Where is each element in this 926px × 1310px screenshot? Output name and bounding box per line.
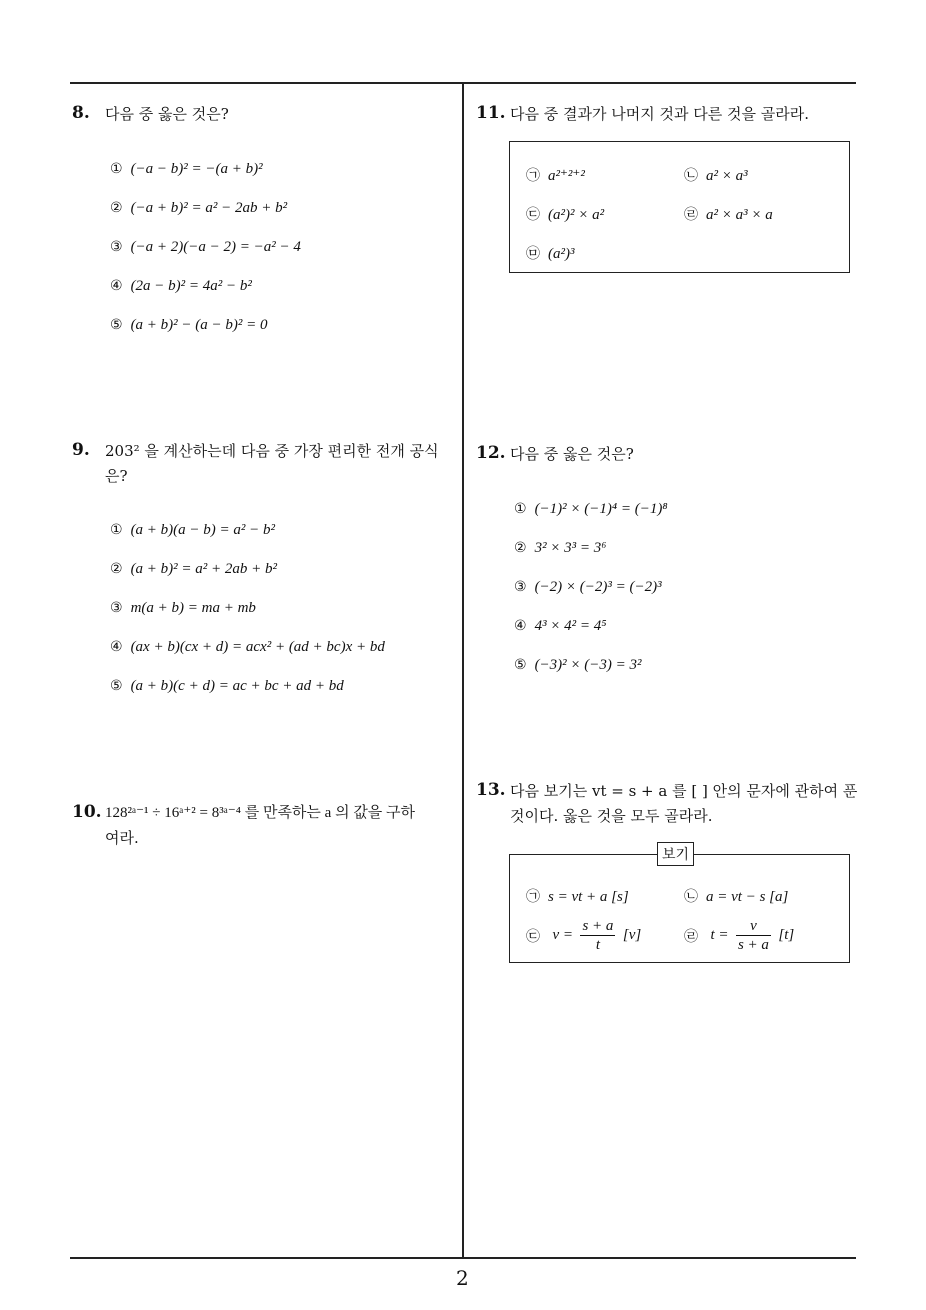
choice-2[interactable]	[110, 200, 287, 217]
option-expression: (a²)² × a²	[548, 207, 605, 223]
option-mark: ㉢	[526, 207, 540, 223]
choice-mark: ⑤	[514, 657, 527, 673]
option-mark: ㉠	[526, 889, 540, 905]
question-text-line-1: 다음 보기는 vt = s + a 를 [ ] 안의 문자에 관하여 푼	[510, 782, 858, 800]
option-mark: ㉢	[526, 928, 540, 945]
choice-3[interactable]	[110, 239, 301, 256]
choice-mark: ④	[110, 278, 123, 294]
choice-2[interactable]	[110, 561, 277, 578]
option-expression: a² × a³	[706, 168, 748, 184]
option-c[interactable]	[526, 204, 604, 224]
choice-expression: (a + b)² = a² + 2ab + b²	[130, 561, 278, 577]
fraction-denominator: t	[595, 937, 600, 953]
choice-expression: (a + b)(c + d) = ac + bc + ad + bd	[130, 678, 344, 694]
option-d[interactable]	[684, 204, 773, 224]
choice-mark: ①	[110, 161, 123, 177]
option-mark: ㉤	[526, 246, 540, 262]
option-mark: ㉡	[684, 889, 698, 905]
example-box-label: 보기	[657, 842, 694, 866]
choice-mark: ⑤	[110, 678, 123, 694]
choice-mark: ③	[110, 600, 123, 616]
fraction-numerator: s + a	[582, 918, 614, 934]
choice-expression: (a + b)² − (a − b)² = 0	[130, 317, 268, 333]
option-mark: ㉡	[684, 168, 698, 184]
option-d[interactable]	[684, 917, 794, 954]
option-mark: ㉣	[684, 207, 698, 223]
option-b[interactable]	[684, 165, 748, 185]
choice-expression: m(a + b) = ma + mb	[130, 600, 256, 616]
fraction-denominator: s + a	[737, 937, 769, 953]
choice-expression: (−a + b)² = a² − 2ab + b²	[130, 200, 288, 216]
question-text-line-1: 128²ᵃ⁻¹ ÷ 16ᵃ⁺² = 8³ᵃ⁻⁴ 를 만족하는 a 의 값을 구하	[105, 805, 416, 821]
option-lhs: t =	[710, 927, 729, 943]
choice-mark: ③	[110, 239, 123, 255]
question-text: 다음 중 결과가 나머지 것과 다른 것을 골라라.	[510, 105, 809, 123]
choice-4[interactable]	[110, 639, 385, 656]
choice-expression: (−a + 2)(−a − 2) = −a² − 4	[130, 239, 301, 255]
option-bracket: [t]	[778, 927, 795, 943]
choice-mark: ①	[110, 522, 123, 538]
choice-mark: ④	[110, 639, 123, 655]
choice-5[interactable]	[110, 678, 344, 695]
question-text: 다음 중 옳은 것은?	[510, 445, 634, 463]
choice-mark: ②	[110, 561, 123, 577]
choice-expression: (−2) × (−2)³ = (−2)³	[534, 579, 662, 595]
option-expression: a² × a³ × a	[706, 207, 773, 223]
choice-3[interactable]	[514, 579, 662, 596]
option-mark: ㉠	[526, 168, 540, 184]
option-expression: a = vt − s [a]	[706, 889, 789, 905]
choice-mark: ①	[514, 501, 527, 517]
choice-4[interactable]	[514, 618, 607, 635]
option-a[interactable]	[526, 165, 585, 185]
option-b[interactable]	[684, 886, 788, 906]
choice-expression: (−1)² × (−1)⁴ = (−1)⁸	[534, 501, 668, 517]
option-c[interactable]	[526, 917, 641, 954]
fraction	[580, 917, 615, 954]
choice-1[interactable]	[514, 501, 668, 518]
question-text-line-1: 203² 을 계산하는데 다음 중 가장 편리한 전개 공식	[105, 442, 439, 460]
choice-3[interactable]	[110, 600, 256, 617]
question-text: 다음 중 옳은 것은?	[105, 105, 229, 123]
choice-mark: ⑤	[110, 317, 123, 333]
choice-2[interactable]	[514, 540, 607, 557]
fraction-numerator: v	[736, 917, 771, 936]
choice-mark: ④	[514, 618, 527, 634]
choice-expression: 3² × 3³ = 3⁶	[534, 540, 607, 556]
choice-expression: 4³ × 4² = 4⁵	[534, 618, 607, 634]
question-number: 13.	[476, 780, 506, 800]
choice-expression: (ax + b)(cx + d) = acx² + (ad + bc)x + bd	[130, 639, 385, 655]
question-text-line-2: 은?	[105, 467, 128, 485]
option-bracket: [v]	[622, 927, 642, 943]
question-text-line-2: 것이다. 옳은 것을 모두 골라라.	[510, 807, 713, 825]
option-mark: ㉣	[684, 928, 698, 945]
choice-mark: ②	[110, 200, 123, 216]
question-number: 12.	[476, 443, 506, 463]
question-number: 10.	[72, 802, 102, 822]
option-expression: s = vt + a [s]	[548, 889, 629, 905]
page-number: 2	[456, 1266, 469, 1290]
choice-1[interactable]	[110, 161, 263, 178]
choice-expression: (−a − b)² = −(a + b)²	[130, 161, 263, 177]
question-text-line-2: 여라.	[105, 829, 139, 847]
option-e[interactable]	[526, 243, 574, 263]
choice-expression: (a + b)(a − b) = a² − b²	[130, 522, 276, 538]
fraction	[736, 917, 771, 954]
bottom-rule	[70, 1257, 856, 1259]
question-number: 11.	[476, 103, 506, 123]
option-lhs: v =	[552, 927, 573, 943]
column-divider	[462, 82, 464, 1258]
option-expression: (a²)³	[548, 246, 575, 262]
choice-1[interactable]	[110, 522, 275, 539]
choice-expression: (2a − b)² = 4a² − b²	[130, 278, 252, 294]
choice-4[interactable]	[110, 278, 252, 295]
option-a[interactable]	[526, 886, 629, 906]
choice-5[interactable]	[110, 317, 268, 334]
question-number: 9.	[72, 440, 90, 460]
choice-5[interactable]	[514, 657, 642, 674]
question-number: 8.	[72, 103, 90, 123]
option-expression: a²⁺²⁺²	[548, 168, 585, 184]
choice-mark: ③	[514, 579, 527, 595]
choice-mark: ②	[514, 540, 527, 556]
choice-expression: (−3)² × (−3) = 3²	[534, 657, 642, 673]
